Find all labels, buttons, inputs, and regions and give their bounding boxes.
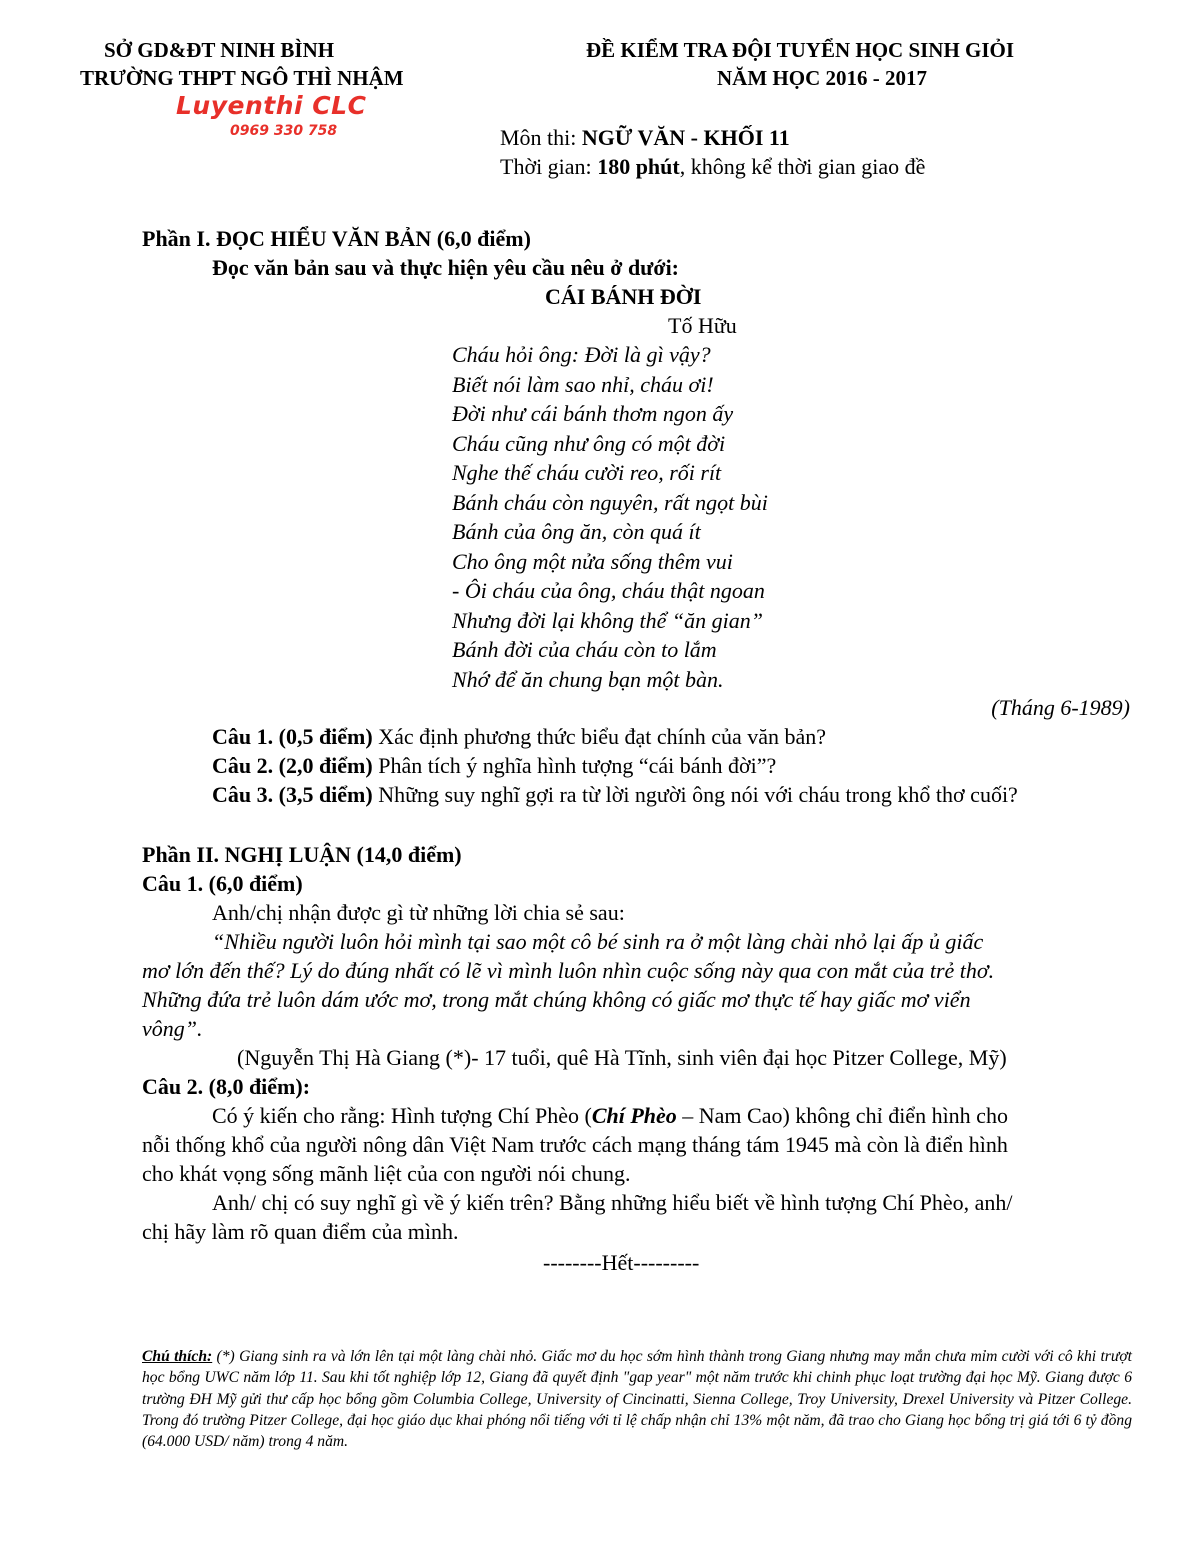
quote-line: Những đứa trẻ luôn dám ước mơ, trong mắt chúng không có giấc mơ thực tế hay giấc mơ viển <box>142 987 971 1012</box>
logo-phone: 0969 330 758 <box>230 123 338 139</box>
department-name: SỞ GD&ĐT NINH BÌNH <box>104 38 335 62</box>
question-item <box>212 780 1018 810</box>
part1-instruction: Đọc văn bản sau và thực hiện yêu cầu nêu ở dưới: <box>212 255 680 280</box>
poem-line: Bánh của ông ăn, còn quá ít <box>452 519 701 544</box>
question-text: Phân tích ý nghĩa hình tượng “cái bánh đời”? <box>372 753 777 778</box>
question-label: Câu 2. (2,0 điểm) <box>212 753 373 778</box>
work-title: Chí Phèo <box>591 1103 677 1128</box>
poem-line: - Ôi cháu của ông, cháu thật ngoan <box>452 578 765 603</box>
question-text: Những suy nghĩ gợi ra từ lời người ông nói với cháu trong khổ thơ cuối? <box>372 782 1018 807</box>
question-item <box>212 722 826 752</box>
poem-line: Nhớ để ăn chung bạn một bàn. <box>452 666 724 692</box>
question-text: Xác định phương thức biểu đạt chính của văn bản? <box>372 724 827 749</box>
poem-author: Tố Hữu <box>668 313 737 338</box>
q2-text: Có ý kiến cho rằng: Hình tượng Chí Phèo ( <box>212 1103 592 1128</box>
part1-heading: Phần I. ĐỌC HIỂU VĂN BẢN (6,0 điểm) <box>142 226 531 251</box>
quote-line: vông”. <box>142 1016 203 1041</box>
footnote <box>142 1346 1132 1452</box>
poem-line: Bánh đời của cháu còn to lắm <box>452 637 717 662</box>
poem-line: Cháu cũng như ông có một đời <box>452 430 726 456</box>
footnote-label: Chú thích: <box>142 1348 213 1365</box>
end-mark: --------Hết--------- <box>543 1250 700 1275</box>
poem-line: Cháu hỏi ông: Đời là gì vậy? <box>452 342 711 367</box>
question-label: Câu 3. (3,5 diểm) <box>212 782 373 807</box>
time-value: 180 phút <box>597 154 680 179</box>
part2-q1-label: Câu 1. (6,0 điểm) <box>142 871 303 896</box>
school-year: NĂM HỌC 2016 - 2017 <box>717 66 927 90</box>
part2-q2-label: Câu 2. (8,0 điểm): <box>142 1074 311 1099</box>
subject-line <box>500 123 790 153</box>
q2-paragraph-line: nỗi thống khổ của người nông dân Việt Nam trước cách mạng tháng tám 1945 mà còn là điển hình <box>142 1132 1008 1157</box>
poem-line: Biết nói làm sao nhỉ, cháu ơi! <box>452 371 714 397</box>
q2-text: – Nam Cao) không chỉ điển hình cho <box>676 1103 1008 1128</box>
time-label: Thời gian: <box>500 154 598 179</box>
q2-paragraph-line <box>212 1101 1008 1131</box>
poem-line: Cho ông một nửa sống thêm vui <box>452 548 733 574</box>
watermark-logo <box>176 91 396 137</box>
q2-paragraph-line: chị hãy làm rõ quan điểm của mình. <box>142 1219 459 1244</box>
time-note: , không kể thời gian giao đề <box>679 154 926 179</box>
exam-title: ĐỀ KIỂM TRA ĐỘI TUYỂN HỌC SINH GIỎI <box>586 38 1015 62</box>
poem-line: Bánh cháu còn nguyên, rất ngọt bùi <box>452 489 768 515</box>
quote-source: (Nguyễn Thị Hà Giang (*)- 17 tuổi, quê Hà Tĩnh, sinh viên đại học Pitzer College, Mỹ) <box>237 1045 1007 1070</box>
subject-label: Môn thi: <box>500 125 582 150</box>
quote-line: “Nhiều người luôn hỏi mình tại sao một cô bé sinh ra ở một làng chài nhỏ lại ấp ủ giấc <box>212 929 984 954</box>
poem-line: Nhưng đời lại không thể “ăn gian” <box>452 607 763 633</box>
school-name: TRƯỜNG THPT NGÔ THÌ NHẬM <box>80 66 404 90</box>
question-label: Câu 1. (0,5 điểm) <box>212 724 373 749</box>
poem-title: CÁI BÁNH ĐỜI <box>545 284 702 309</box>
part2-q1-intro: Anh/chị nhận được gì từ những lời chia sẻ sau: <box>212 900 625 925</box>
q2-paragraph-line: cho khát vọng sống mãnh liệt của con người nói chung. <box>142 1161 631 1186</box>
logo-text: Luyenthi CLC <box>176 91 367 120</box>
quote-line: mơ lớn đến thế? Lý do đúng nhất có lẽ vì mình luôn nhìn cuộc sống này qua con mắt của trẻ thơ. <box>142 958 995 983</box>
subject-value: NGỮ VĂN - KHỐI 11 <box>581 125 790 150</box>
poem-line: Nghe thế cháu cười reo, rối rít <box>452 460 722 485</box>
q2-paragraph-line: Anh/ chị có suy nghĩ gì về ý kiến trên? Bằng những hiểu biết về hình tượng Chí Phèo, anh/ <box>212 1190 1013 1215</box>
question-item <box>212 751 776 781</box>
time-line <box>500 152 925 182</box>
part2-heading: Phần II. NGHỊ LUẬN (14,0 điểm) <box>142 842 462 867</box>
footnote-text: (*) Giang sinh ra và lớn lên tại một làng chài nhỏ. Giấc mơ du học sớm hình thành trong Giang nhưng may mắn chưa mỉm cười với cô khi trượt học bổng UWC năm lớp 11. Sau khi tốt nghiệp lớp 12, Giang đã quyết định "gap year" một năm trước khi chinh phục loạt trường đại học Mỹ. Giang được 6 trường ĐH Mỹ gửi thư cấp học bổng gồm Columbia College, University of Cincinatti, Sienna College, Troy University, Drexel University và Pitzer College. Trong đó trường Pitzer College, đại học giáo dục khai phóng nổi tiếng với tỉ lệ chấp nhận chỉ 13% một năm, đã trao cho Giang học bổng trị giá tới 6 tỷ đồng (64.000 USD/ năm) trong 4 năm. <box>142 1348 1133 1451</box>
poem-line: Đời như cái bánh thơm ngon ấy <box>452 401 734 426</box>
poem-date: (Tháng 6-1989) <box>991 695 1130 720</box>
